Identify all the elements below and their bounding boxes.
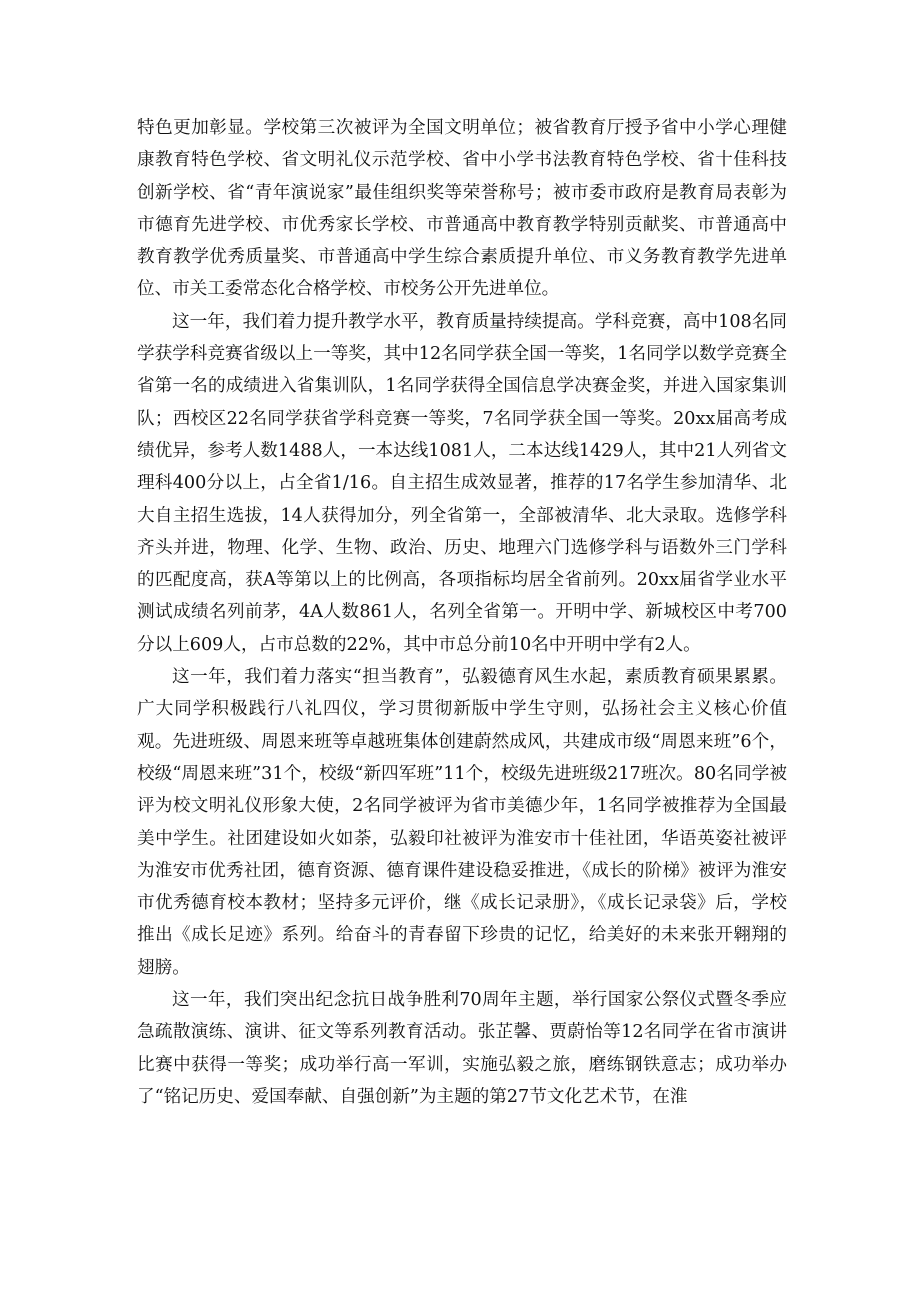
paragraph-moral-education: 这一年，我们着力落实“担当教育”，弘毅德育风生水起，素质教育硕果累累。广大同学积极践行八礼四仪，学习贯彻新版中学生守则，弘扬社会主义核心价值观。先进班级、周恩来班等卓越班集体创建蔚然成风，共建成市级“周恩来班”6个，校级“周恩来班”31个，校级“新四军班”11个，校级先进班级217班次。80名同学被评为校文明礼仪形象大使，2名同学被评为省市美德少年，1名同学被推荐为全国最美中学生。社团建设如火如荼，弘毅印社被评为淮安市十佳社团，华语英姿社被评为淮安市优秀社团，德育资源、德育课件建设稳妥推进，《成长的阶梯》被评为淮安市优秀德育校本教材；坚持多元评价，继《成长记录册》，《成长记录袋》后，学校推出《成长足迹》系列。给奋斗的青春留下珍贵的记忆，给美好的未来张开翱翔的翅膀。 [137,667,787,978]
document-body [137,112,787,1113]
paragraph-teaching-quality: 这一年，我们着力提升教学水平，教育质量持续提高。学科竞赛，高中108名同学获学科竞赛省级以上一等奖，其中12名同学获全国一等奖，1名同学以数学竞赛全省第一名的成绩进入省集训队，1名同学获得全国信息学决赛金奖，并进入国家集训队；西校区22名同学获省学科竞赛一等奖，7名同学获全国一等奖。20xx届高考成绩优异，参考人数1488人，一本达线1081人，二本达线1429人，其中21人列省文理科400分以上，占全省1/16。自主招生成效显著，推荐的17名学生参加清华、北大自主招生选拔，14人获得加分，列全省第一，全部被清华、北大录取。选修学科齐头并进，物理、化学、生物、政治、历史、地理六门选修学科与语数外三门学科的匹配度高，获A等第以上的比例高，各项指标均居全省前列。20xx届省学业水平测试成绩名列前茅，4A人数861人，名列全省第一。开明中学、新城校区中考700分以上609人，占市总数的22%，其中市总分前10名中开明中学有2人。 [137,311,787,655]
paragraph-anniversary-activities: 这一年，我们突出纪念抗日战争胜利70周年主题，举行国家公祭仪式暨冬季应急疏散演练、演讲、征文等系列教育活动。张芷馨、贾蔚怡等12名同学在省市演讲比赛中获得一等奖；成功举行高一军训，实施弘毅之旅，磨练钢铁意志；成功举办了“铭记历史、爱国奉献、自强创新”为主题的第27节文化艺术节，在淮 [137,990,787,1107]
paragraph-honors: 特色更加彰显。学校第三次被评为全国文明单位；被省教育厅授予省中小学心理健康教育特色学校、省文明礼仪示范学校、省中小学书法教育特色学校、省十佳科技创新学校、省“青年演说家”最佳组织奖等荣誉称号；被市委市政府是教育局表彰为市德育先进学校、市优秀家长学校、市普通高中教育教学特别贡献奖、市普通高中教育教学优秀质量奖、市普通高中学生综合素质提升单位、市义务教育教学先进单位、市关工委常态化合格学校、市校务公开先进单位。 [137,118,787,300]
